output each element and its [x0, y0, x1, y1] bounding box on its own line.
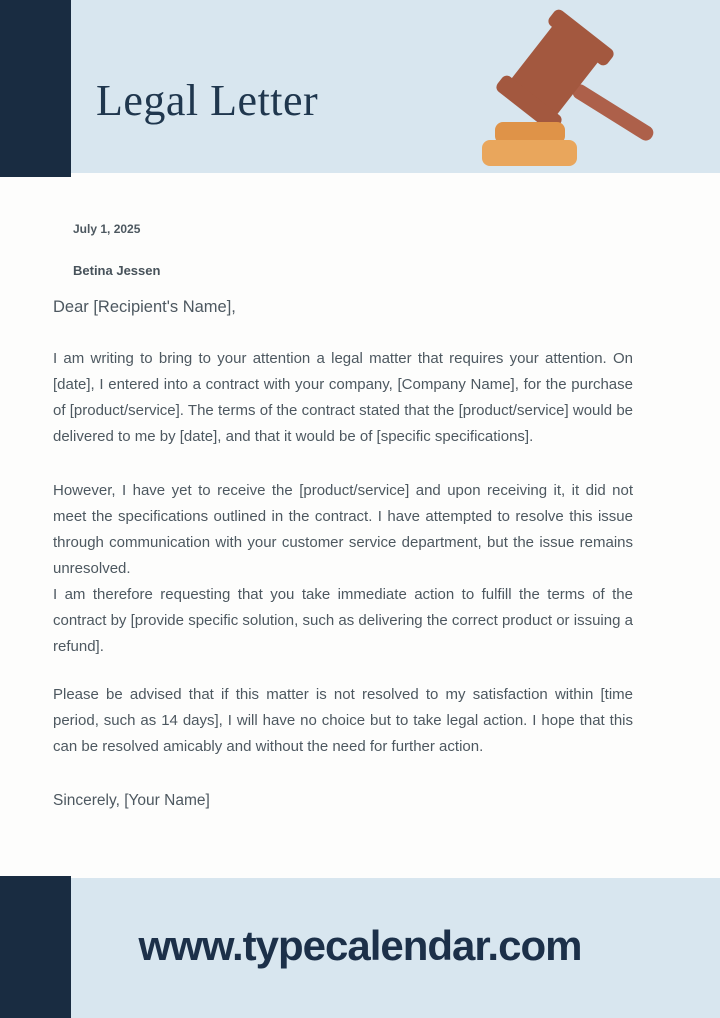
- paragraph-3: I am therefore requesting that you take immediate action to fulfill the terms of the contract by [provide specific solution, such as delivering the correct product or issuing a refund].: [53, 586, 633, 655]
- top-left-corner-block: [0, 0, 71, 177]
- sender-name: Betina Jessen: [73, 263, 161, 278]
- paragraph-4: Please be advised that if this matter is not resolved to my satisfaction within [time period, such as 14 days], I will have no choice but to take legal action. I hope that this can be resolved amicably and without the need for further action.: [53, 686, 633, 755]
- closing-line: Sincerely, [Your Name]: [53, 792, 210, 809]
- gavel-icon: [470, 18, 680, 173]
- page-title: Legal Letter: [96, 76, 319, 126]
- paragraph-2: However, I have yet to receive the [product/service] and upon receiving it, it did not meet the specifications outlined in the contract. I have attempted to resolve this issue through communication with your customer service department, but the issue remains unresolved.: [53, 482, 633, 577]
- letter-body: [53, 222, 633, 814]
- letter-date: July 1, 2025: [73, 222, 141, 236]
- paragraph-1: I am writing to bring to your attention a legal matter that requires your attention. On [date], I entered into a contract with your company, [Company Name], for the purchase of [product/service]. The terms of the contract stated that the [product/service] would be delivered to me by [date], and that it would be of [specific specifications].: [53, 350, 633, 445]
- footer-website: www.typecalendar.com: [138, 922, 582, 969]
- bottom-left-corner-block: [0, 876, 71, 1018]
- gavel-handle-shape: [570, 82, 656, 143]
- gavel-sound-block-bottom: [482, 140, 577, 166]
- salutation: Dear [Recipient's Name],: [53, 298, 236, 316]
